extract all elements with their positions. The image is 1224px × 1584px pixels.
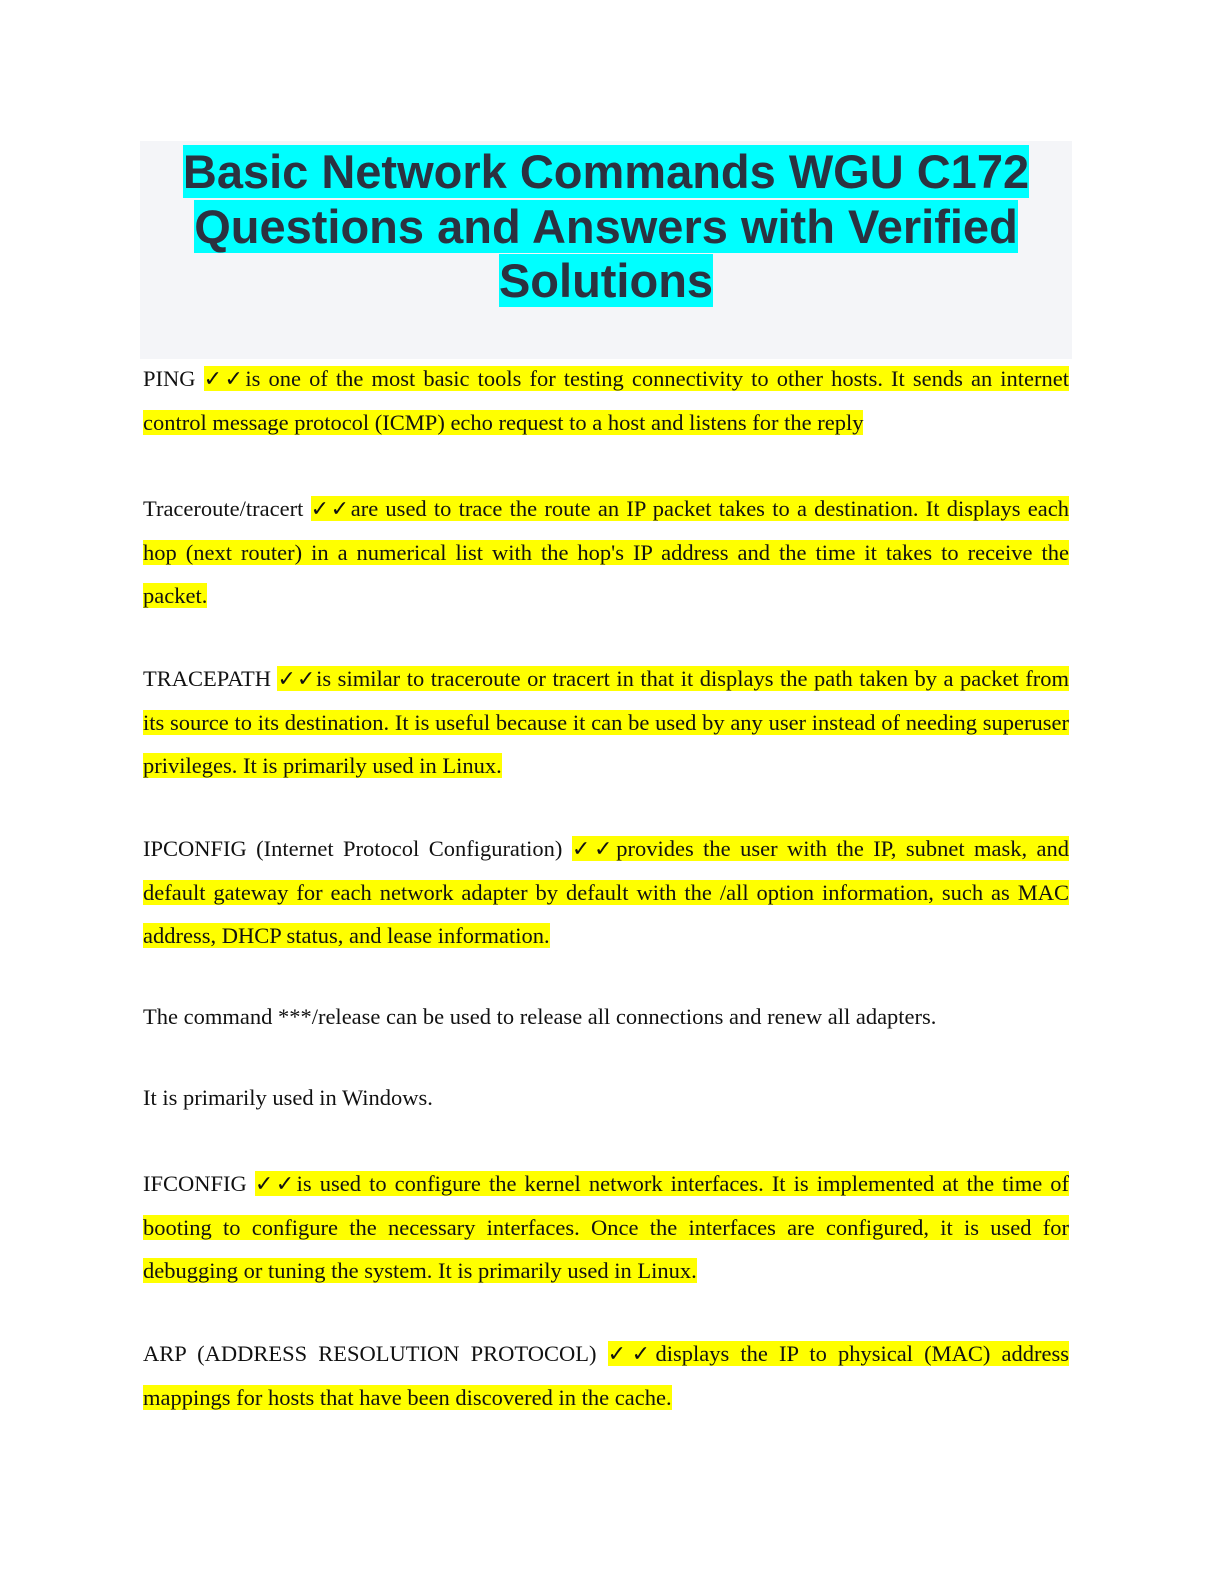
- entry-definition: is similar to traceroute or tracert in that it displays the path taken by a packet from its source to its destination. It is useful because it can be used by any user instead of needing superuser privileges. It is primarily used in Linux.: [143, 666, 1069, 778]
- entry-traceroute: [143, 487, 1069, 617]
- entry-definition: is used to configure the kernel network interfaces. It is implemented at the time of booting to configure the necessary interfaces. Once the interfaces are configured, it is used for debugging or tuning the system. It is primarily used in Linux.: [143, 1171, 1070, 1283]
- entry-tracepath: [143, 657, 1069, 787]
- entry-definition: are used to trace the route an IP packet takes to a destination. It displays each hop (next router) in a numerical list with the hop's IP address and the time it takes to receive the packet.: [143, 496, 1069, 608]
- entry-term: IPCONFIG (Internet Protocol Configuration): [143, 836, 563, 861]
- page-title-text: Basic Network Commands WGU C172 Questions and Answers with Verified Solutions: [182, 145, 1030, 307]
- checkmark-icon: ✓✓: [203, 367, 246, 392]
- page-title: [140, 141, 1072, 309]
- entry-term: TRACEPATH: [143, 666, 271, 691]
- entry-ping: [143, 357, 1069, 444]
- checkmark-icon: ✓✓: [310, 497, 351, 522]
- entry-definition: is one of the most basic tools for testing connectivity to other hosts. It sends an internet control message protocol (ICMP) echo request to a host and listens for the reply: [143, 366, 1069, 435]
- entry-ipconfig: [143, 827, 1069, 957]
- note-windows: [143, 1076, 1069, 1119]
- entry-term: ARP (ADDRESS RESOLUTION PROTOCOL): [143, 1341, 597, 1366]
- entry-term: PING: [143, 366, 196, 391]
- note-release: [143, 995, 1069, 1038]
- note-text: The command ***/release can be used to release all connections and renew all adapters.: [143, 1004, 937, 1029]
- entry-definition-highlight: [143, 1171, 1069, 1283]
- entry-definition-highlight: [143, 666, 1069, 778]
- entry-term: Traceroute/tracert: [143, 496, 304, 521]
- title-banner: [140, 141, 1072, 359]
- entry-definition-highlight: [143, 366, 1069, 435]
- note-text: It is primarily used in Windows.: [143, 1085, 433, 1110]
- checkmark-icon: ✓✓: [571, 837, 617, 862]
- checkmark-icon: ✓✓: [607, 1342, 656, 1367]
- checkmark-icon: ✓✓: [254, 1172, 297, 1197]
- entry-ifconfig: [143, 1162, 1069, 1292]
- checkmark-icon: ✓✓: [277, 667, 317, 692]
- entry-definition: provides the user with the IP, subnet mask, and default gateway for each network adapter by default with the /all option information, such as MAC address, DHCP status, and lease information.: [143, 836, 1069, 948]
- entry-arp: [143, 1332, 1069, 1419]
- entry-term: IFCONFIG: [143, 1171, 247, 1196]
- entry-definition: displays the IP to physical (MAC) address mappings for hosts that have been discovered in the cache.: [143, 1341, 1070, 1410]
